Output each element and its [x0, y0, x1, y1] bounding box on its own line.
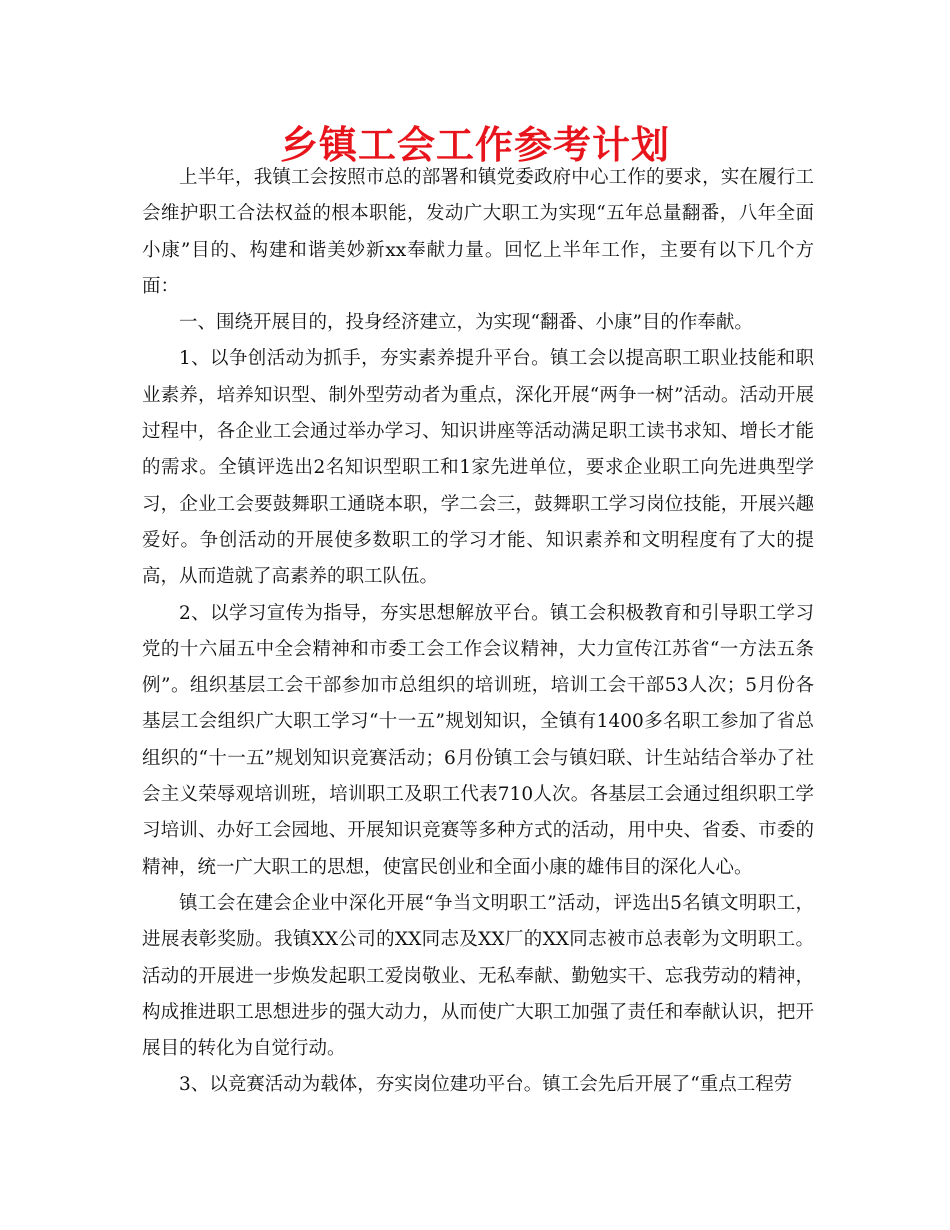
paragraph-item-3: 3、以竞赛活动为载体，夯实岗位建功平台。镇工会先后开展了“重点工程劳 — [179, 1074, 793, 1096]
paragraph-item-2: 2、以学习宣传为指导，夯实思想解放平台。镇工会积极教育和引导职工学习党的十六届五中全会精神和市委工会工作会议精神，大力宣传江苏省“一方法五条例”。组织基层工会干部参加市总组织的培训班，培训工会干部53人次；5月份各基层工会组织广大职工学习“十一五”规划知识，全镇有1400多名职工参加了省总组织的“十一五”规划知识竞赛活动；6月份镇工会与镇妇联、计生站结合举办了社会主义荣辱观培训班，培训职工及职工代表710人次。各基层工会通过组织职工学习培训、办好工会园地、开展知识竞赛等多种方式的活动，用中央、省委、市委的精神，统一广大职工的思想，使富民创业和全面小康的雄伟目的深化人心。 — [142, 602, 814, 878]
paragraph-intro: 上半年，我镇工会按照市总的部署和镇党委政府中心工作的要求，实在履行工会维护职工合法权益的根本职能，发动广大职工为实现“五年总量翻番，八年全面小康”目的、构建和谐美妙新xx奉献力量。回忆上半年工作，主要有以下几个方面： — [142, 167, 814, 297]
document-title: 乡镇工会工作参考计划 — [279, 123, 670, 167]
document-body — [142, 160, 814, 1104]
paragraph-section-heading: 一、围绕开展目的，投身经济建立，为实现“翻番、小康”目的作奉献。 — [179, 312, 753, 334]
paragraph-civilized-worker: 镇工会在建会企业中深化开展“争当文明职工”活动，评选出5名镇文明职工，进展表彰奖励。我镇XX公司的XX同志及XX厂的XX同志被市总表彰为文明职工。活动的开展进一步焕发起职工爱岗敬业、无私奉献、勤勉实干、忘我劳动的精神，构成推进职工思想进步的强大动力，从而使广大职工加强了责任和奉献认识，把开展目的转化为自觉行动。 — [142, 892, 814, 1060]
paragraph-item-1: 1、以争创活动为抓手，夯实素养提升平台。镇工会以提高职工职业技能和职业素养，培养知识型、制外型劳动者为重点，深化开展“两争一树”活动。活动开展过程中，各企业工会通过举办学习、知识讲座等活动满足职工读书求知、增长才能的需求。全镇评选出2名知识型职工和1家先进单位，要求企业职工向先进典型学习，企业工会要鼓舞职工通晓本职，学二会三，鼓舞职工学习岗位技能，开展兴趣爱好。争创活动的开展使多数职工的学习才能、知识素养和文明程度有了大的提高，从而造就了高素养的职工队伍。 — [142, 348, 814, 588]
